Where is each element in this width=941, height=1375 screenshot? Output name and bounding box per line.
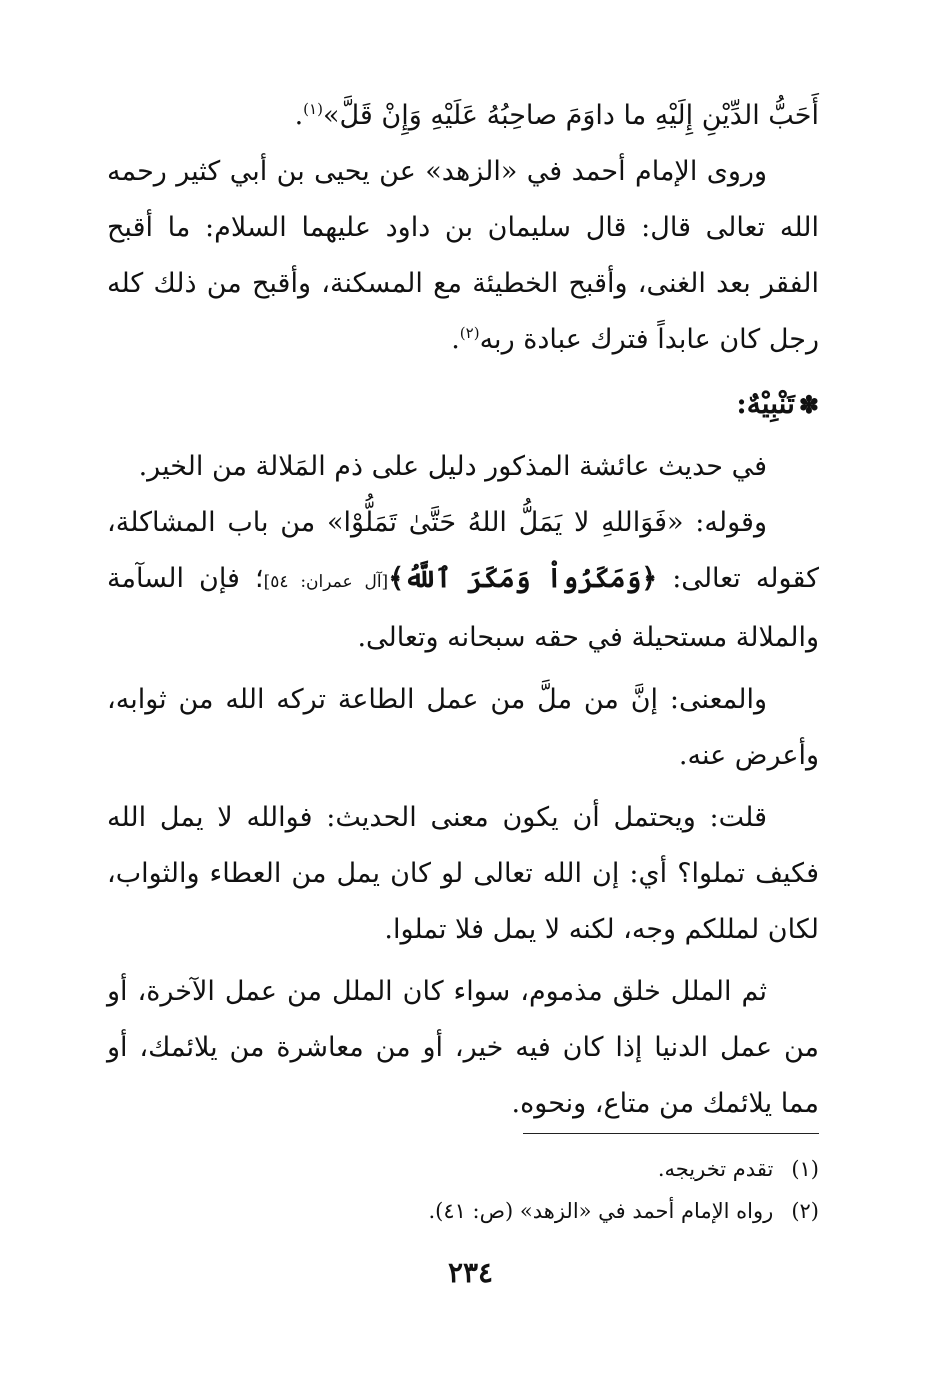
paragraph-aisha: في حديث عائشة المذكور دليل على ذم المَلالة من الخير.	[138, 451, 767, 482]
footnote-number: (٢)	[791, 1199, 819, 1223]
page-number: ٢٣٤	[447, 1256, 494, 1289]
paragraph-meaning: والمعنى: إنَّ من ملَّ من عمل الطاعة تركه الله من ثوابه، وأعرض عنه.	[107, 684, 819, 771]
star-icon: ✽	[798, 390, 819, 419]
footnote-marker: (٢)	[459, 324, 480, 342]
sentence-end: .	[451, 324, 460, 355]
quran-verse: ﴿وَمَكَرُواْ وَمَكَرَ ٱللَّهُ﴾	[388, 563, 658, 594]
heading-text: تَنْبِيْهٌ:	[736, 387, 795, 420]
footnote-text: تقدم تخريجه.	[657, 1157, 774, 1181]
footnote-1	[107, 1148, 819, 1190]
mushakala-text-cont: ؛ فإن السآمة والملالة مستحيلة في حقه سبحانه وتعالى.	[107, 563, 819, 653]
section-heading	[107, 376, 819, 433]
footnote-marker: (١)	[303, 100, 323, 118]
paragraph-zuhd	[107, 144, 819, 368]
verse-reference: [آل عمران: ٥٤]	[263, 572, 389, 592]
hadith-text: أَحَبُّ الدِّيْنِ إِلَيْهِ ما داوَمَ صاحِبُهُ عَلَيْهِ وَإِنْ قَلَّ»	[322, 100, 819, 131]
paragraph-mushakala	[107, 495, 819, 666]
main-text	[107, 88, 819, 1132]
footnote-2	[107, 1190, 819, 1232]
paragraph-hadith-end	[107, 88, 819, 144]
footnote-divider	[523, 1133, 819, 1134]
footnote-number: (١)	[791, 1157, 819, 1181]
paragraph-interpretation: قلت: ويحتمل أن يكون معنى الحديث: فوالله لا يمل الله فكيف تملوا؟ أي: إن الله تعالى لو كان يمل من العطاء والثواب، لكان لمللكم وجه، لكنه لا يمل فلا تملوا.	[107, 802, 819, 945]
mushakala-text: وقوله: «فَوَاللهِ لا يَمَلُّ اللهُ حَتَّىٰ تَمَلُّوْا» من باب المشاكلة، كقوله تعالى:	[107, 507, 819, 594]
zuhd-text: وروى الإمام أحمد في «الزهد» عن يحيى بن أبي كثير رحمه الله تعالى قال: قال سليمان بن داود عليهما السلام: ما أقبح الفقر بعد الغنى، وأقبح الخطيئة مع المسكنة، وأقبح من ذلك كله رجل كان عابداً فترك عبادة ربه	[107, 156, 819, 355]
footnotes	[107, 1148, 819, 1232]
footnote-text: رواه الإمام أحمد في «الزهد» (ص: ٤١).	[428, 1199, 774, 1223]
sentence-end: .	[294, 100, 304, 131]
paragraph-conclusion: ثم الملل خلق مذموم، سواء كان الملل من عمل الآخرة، أو من عمل الدنيا إذا كان فيه خير، أو من معاشرة من يلائمك، أو مما يلائمك من متاع، ونحوه.	[107, 976, 819, 1119]
